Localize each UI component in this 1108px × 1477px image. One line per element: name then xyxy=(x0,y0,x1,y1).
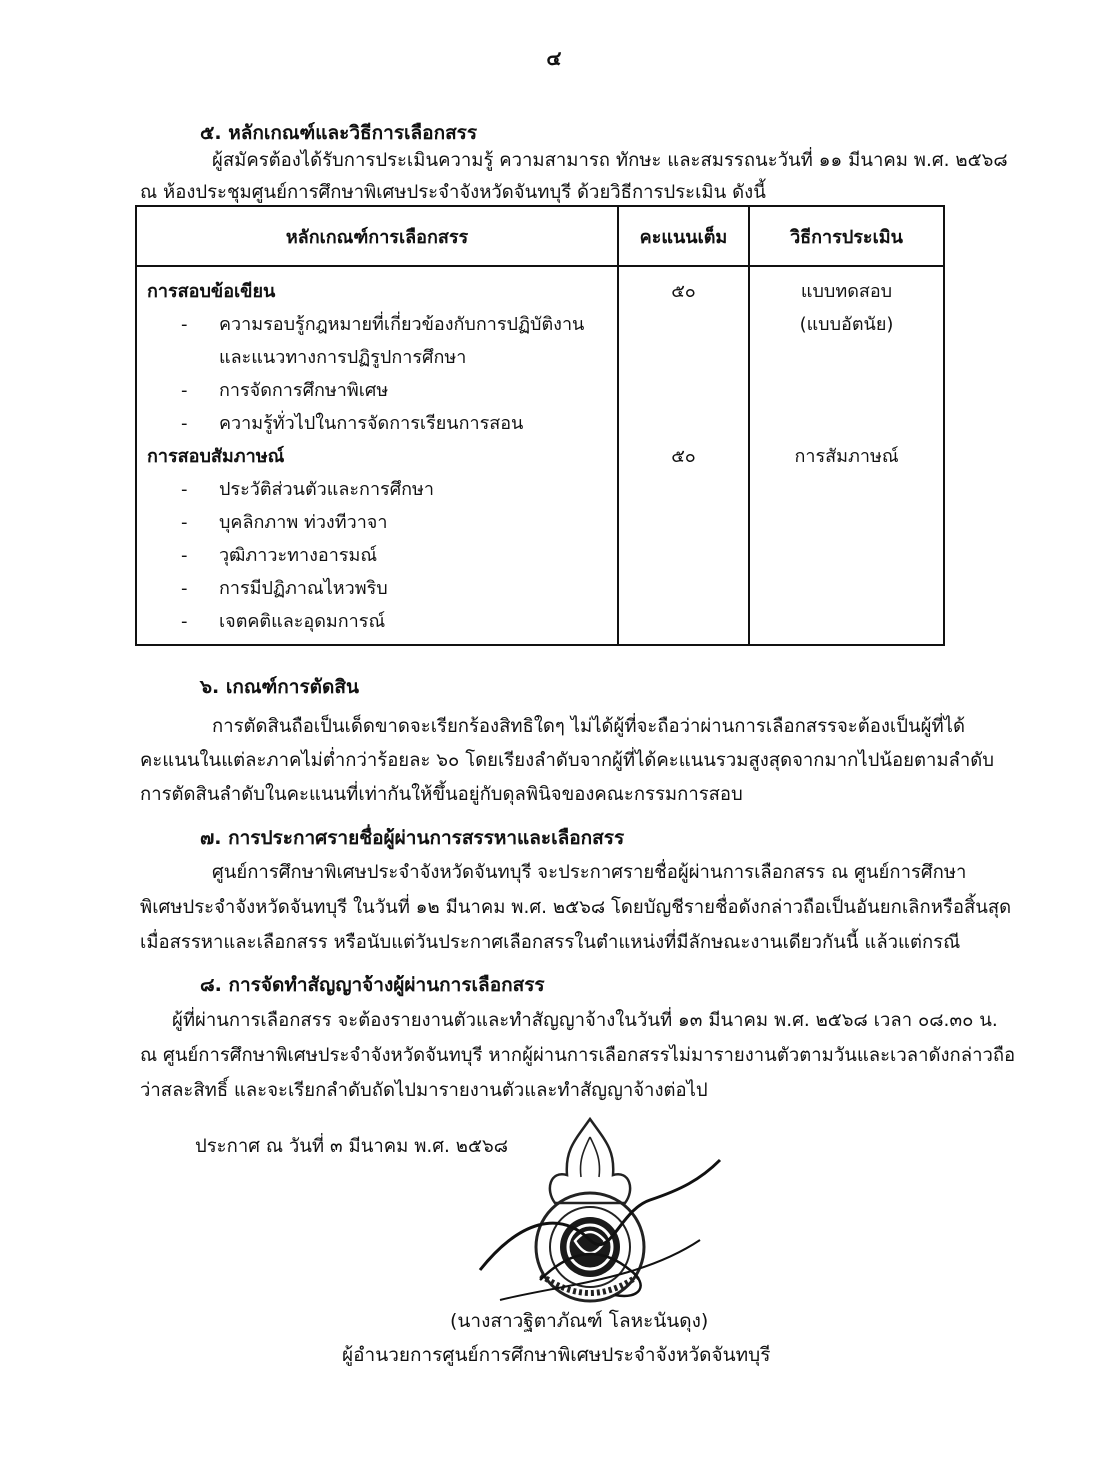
table-header-criteria: หลักเกณฑ์การเลือกสรร xyxy=(136,206,618,266)
bullet-dash: - xyxy=(181,545,188,566)
section-6-line-3: การตัดสินลำดับในคะแนนที่เท่ากันให้ขึ้นอยู่กับดุลพินิจของคณะกรรมการสอบ xyxy=(140,784,743,805)
list-item: - ความรู้ทั่วไปในการจัดการเรียนการสอน xyxy=(147,407,607,440)
section-6-line-1: การตัดสินถือเป็นเด็ดขาดจะเรียกร้องสิทธิใดๆ ไม่ได้ผู้ที่จะถือว่าผ่านการเลือกสรรจะต้องเป็นผู้ที่ได้ xyxy=(212,716,965,737)
page-number: ๔ xyxy=(546,46,562,70)
section-7-line-1: ศูนย์การศึกษาพิเศษประจำจังหวัดจันทบุรี จะประกาศรายชื่อผู้ผ่านการเลือกสรร ณ ศูนย์การศึกษา xyxy=(212,862,967,883)
signature-icon xyxy=(440,1150,740,1310)
bullet-dash: - xyxy=(181,380,188,401)
signer-name: (นางสาวฐิตาภัณฑ์ โลหะนันดุง) xyxy=(450,1310,709,1332)
list-item: - บุคลิกภาพ ท่วงทีวาจา xyxy=(147,506,607,539)
interview-method: การสัมภาษณ์ xyxy=(794,446,899,467)
list-item: - ความรอบรู้กฎหมายที่เกี่ยวข้องกับการปฏิบัติงาน xyxy=(147,308,607,341)
section-7-line-2: พิเศษประจำจังหวัดจันทบุรี ในวันที่ ๑๒ มีนาคม พ.ศ. ๒๕๖๘ โดยบัญชีรายชื่อดังกล่าวถือเป็นอันยกเลิกหรือสิ้นสุด xyxy=(140,897,1012,918)
list-item: - การมีปฏิภาณไหวพริบ xyxy=(147,572,607,605)
table-row xyxy=(136,266,944,645)
interview-score: ๕๐ xyxy=(671,446,696,467)
bullet-dash: - xyxy=(181,611,188,632)
list-item: - การจัดการศึกษาพิเศษ xyxy=(147,374,607,407)
bullet-dash: - xyxy=(181,413,188,434)
interview-title: การสอบสัมภาษณ์ xyxy=(147,446,285,467)
section-5-line-1: ผู้สมัครต้องได้รับการประเมินความรู้ ความสามารถ ทักษะ และสมรรถนะวันที่ ๑๑ มีนาคม พ.ศ. ๒๕๖๘ xyxy=(212,150,1008,171)
table-header-method: วิธีการประเมิน xyxy=(749,206,944,266)
bullet-dash: - xyxy=(181,314,188,335)
section-7-line-3: เมื่อสรรหาและเลือกสรร หรือนับแต่วันประกาศเลือกสรรในตำแหน่งที่มีลักษณะงานเดียวกันนี้ แล้วแต่กรณี xyxy=(140,932,961,953)
table-header-score: คะแนนเต็ม xyxy=(618,206,749,266)
section-5-heading: ๕. หลักเกณฑ์และวิธีการเลือกสรร xyxy=(200,122,478,144)
criteria-table xyxy=(135,205,945,646)
written-score: ๕๐ xyxy=(671,281,696,302)
section-8-line-1: ผู้ที่ผ่านการเลือกสรร จะต้องรายงานตัวและทำสัญญาจ้างในวันที่ ๑๓ มีนาคม พ.ศ. ๒๕๖๘ เวลา ๐๘.๓๐ น. xyxy=(172,1010,998,1031)
list-item: - วุฒิภาวะทางอารมณ์ xyxy=(147,539,607,572)
section-6-heading: ๖. เกณฑ์การตัดสิน xyxy=(200,676,359,698)
written-method: แบบทดสอบ xyxy=(800,281,893,302)
bullet-dash: - xyxy=(181,479,188,500)
bullet-dash: - xyxy=(181,512,188,533)
section-8-line-2: ณ ศูนย์การศึกษาพิเศษประจำจังหวัดจันทบุรี หากผู้ผ่านการเลือกสรรไม่มารายงานตัวตามวันและเวลาดังกล่าวถือ xyxy=(140,1045,1016,1066)
section-8-line-3: ว่าสละสิทธิ์ และจะเรียกลำดับถัดไปมารายงานตัวและทำสัญญาจ้างต่อไป xyxy=(140,1080,708,1101)
signer-position: ผู้อำนวยการศูนย์การศึกษาพิเศษประจำจังหวัดจันทบุรี xyxy=(342,1344,771,1366)
section-6-line-2: คะแนนในแต่ละภาคไม่ต่ำกว่าร้อยละ ๖๐ โดยเรียงลำดับจากผู้ที่ได้คะแนนรวมสูงสุดจากมากไปน้อยตามลำดับ xyxy=(140,750,995,771)
list-item: - เจตคติและอุดมการณ์ xyxy=(147,605,607,638)
list-item: - ประวัติส่วนตัวและการศึกษา xyxy=(147,473,607,506)
list-item-continuation: และแนวทางการปฏิรูปการศึกษา xyxy=(219,347,467,368)
announcement-date: ประกาศ ณ วันที่ ๓ มีนาคม พ.ศ. ๒๕๖๘ xyxy=(195,1136,508,1157)
section-7-heading: ๗. การประกาศรายชื่อผู้ผ่านการสรรหาและเลือกสรร xyxy=(200,827,625,849)
section-5-line-2: ณ ห้องประชุมศูนย์การศึกษาพิเศษประจำจังหวัดจันทบุรี ด้วยวิธีการประเมิน ดังนี้ xyxy=(140,182,766,203)
written-method-type: (แบบอัตนัย) xyxy=(799,314,894,335)
bullet-dash: - xyxy=(181,578,188,599)
section-8-heading: ๘. การจัดทำสัญญาจ้างผู้ผ่านการเลือกสรร xyxy=(200,974,545,996)
written-exam-title: การสอบข้อเขียน xyxy=(147,281,276,302)
